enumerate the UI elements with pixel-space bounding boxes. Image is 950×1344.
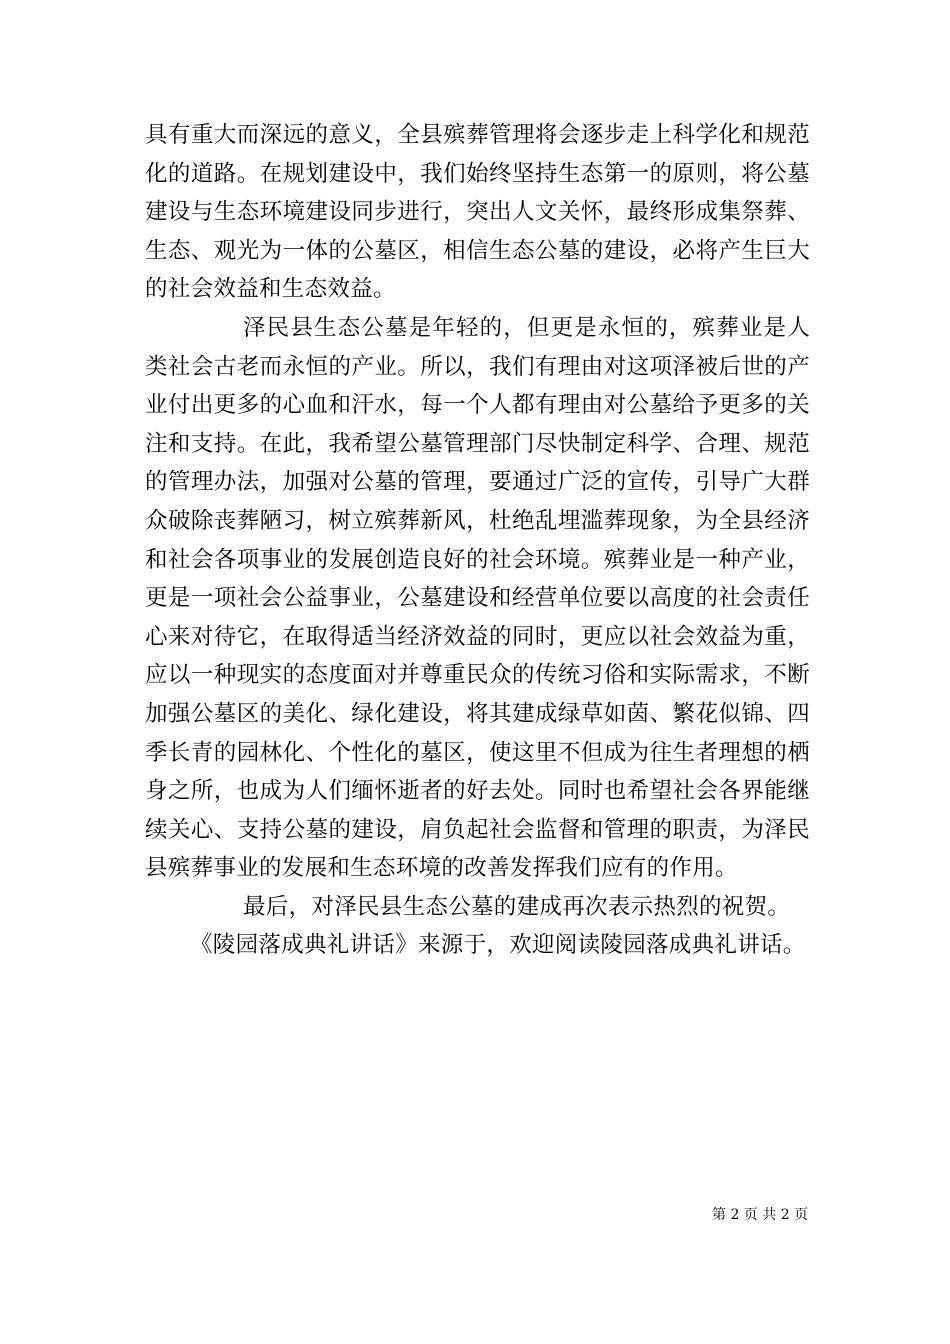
paragraph-cemetery-management: 泽民县生态公墓是年轻的，但更是永恒的，殡葬业是人类社会古老而永恒的产业。所以，我们有理由对这项泽被后世的产业付出更多的心血和汗水，每一个人都有理由对公墓给予更多的关注和支持。在此，我希望公墓管理部门尽快制定科学、合理、规范的管理办法，加强对公墓的管理，要通过广泛的宣传，引导广大群众破除丧葬陋习，树立殡葬新风，杜绝乱埋滥葬现象，为全县经济和社会各项事业的发展创造良好的社会环境。殡葬业是一种产业，更是一项社会公益事业，公墓建设和经营单位要以高度的社会责任心来对待它，在取得适当经济效益的同时，更应以社会效益为重，应以一种现实的态度面对并尊重民众的传统习俗和实际需求，不断加强公墓区的美化、绿化建设，将其建成绿草如茵、繁花似锦、四季长青的园林化、个性化的墓区，使这里不但成为往生者理想的栖身之所，也成为人们缅怀逝者的好去处。同时也希望社会各界能继续关心、支持公墓的建设，肩负起社会监督和管理的职责，为泽民县殡葬事业的发展和生态环境的改善发挥我们应有的作用。 [145, 314, 810, 882]
paragraph-source-note: 《陵园落成典礼讲话》来源于，欢迎阅读陵园落成典礼讲话。 [190, 932, 806, 959]
paragraph-congratulations: 最后，对泽民县生态公墓的建成再次表示热烈的祝贺。 [243, 893, 791, 920]
paragraph-continuation: 具有重大而深远的意义，全县殡葬管理将会逐步走上科学化和规范化的道路。在规划建设中，我们始终坚持生态第一的原则，将公墓建设与生态环境建设同步进行，突出人文关怀，最终形成集祭葬、生态、观光为一体的公墓区，相信生态公墓的建设，必将产生巨大的社会效益和生态效益。 [145, 122, 810, 303]
page-number-footer: 第 2 页 共 2 页 [712, 1207, 809, 1223]
document-body [145, 116, 810, 965]
